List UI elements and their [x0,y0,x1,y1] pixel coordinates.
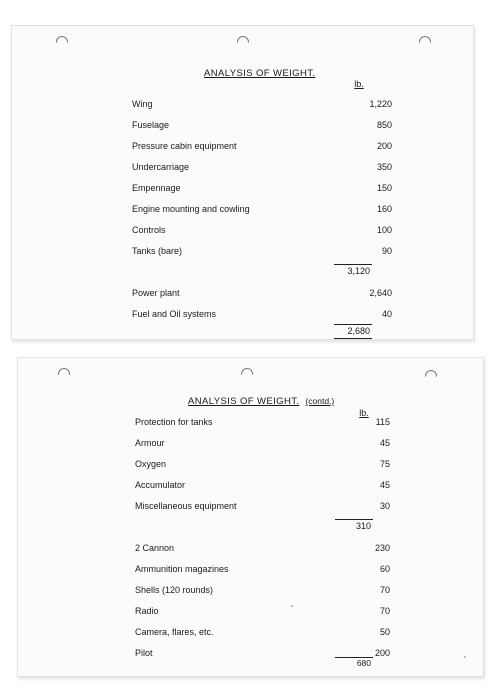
item-value: 45 [379,438,390,448]
item-label: Shells (120 rounds) [135,585,214,595]
page-title: ANALYSIS OF WEIGHT. [204,68,316,79]
item-value: 45 [379,480,390,490]
item-label: Engine mounting and cowling [132,204,250,214]
unit-header: lb. [359,408,369,418]
item-label: Tanks (bare) [132,246,183,256]
item-value: 200 [374,648,390,658]
punch-hole-icon [56,36,68,48]
punch-hole-icon [425,370,437,382]
item-value: 60 [379,564,390,574]
item-label: Protection for tanks [135,417,213,427]
item-label: Pilot [135,648,153,658]
page-title-text: ANALYSIS OF WEIGHT. [188,396,300,407]
total-value: 2,680 [334,324,372,339]
weight-analysis-card-1 [11,25,474,340]
item-value: 70 [379,585,390,595]
item-label: Armour [135,438,165,448]
total-value: 680 [335,657,373,669]
weight-analysis-card-2 [17,357,484,677]
subtotal-value: 3,120 [334,264,372,278]
item-label: Undercarriage [132,162,190,172]
item-value: 100 [376,225,392,235]
punch-hole-icon [237,36,249,48]
item-value: 75 [379,459,390,469]
punch-hole-icon [58,368,70,380]
continued-note: (contd.) [305,396,335,406]
item-value: 850 [376,120,392,130]
item-label: Fuel and Oil systems [132,309,217,319]
item-label: Controls [132,225,166,235]
punch-hole-icon [419,36,431,48]
item-label: 2 Cannon [135,543,175,553]
item-value: 2,640 [369,288,392,298]
item-label: Wing [132,99,153,109]
item-value: 150 [376,183,392,193]
item-label: Miscellaneous equipment [135,501,237,511]
item-value: 30 [379,501,390,511]
paper-speck [464,656,466,658]
item-label: Power plant [132,288,180,298]
item-value: 90 [381,246,392,256]
item-value: 70 [379,606,390,616]
item-value: 115 [375,417,390,427]
item-value: 1,220 [369,99,392,109]
punch-hole-icon [241,368,253,380]
item-label: Accumulator [135,480,186,490]
subtotal-value: 310 [335,519,373,533]
item-value: 160 [376,204,392,214]
item-label: Oxygen [135,459,167,469]
paper-speck [291,605,293,607]
item-label: Ammunition magazines [135,564,229,574]
item-value: 200 [376,141,392,151]
page-title [188,396,334,407]
item-label: Fuselage [132,120,170,130]
item-value: 230 [374,543,390,553]
unit-header: lb. [354,79,364,89]
item-label: Pressure cabin equipment [132,141,237,151]
item-label: Radio [135,606,159,616]
item-label: Empennage [132,183,181,193]
item-value: 350 [376,162,392,172]
item-label: Camera, flares, etc. [135,627,214,637]
item-value: 50 [379,627,390,637]
item-value: 40 [381,309,392,319]
